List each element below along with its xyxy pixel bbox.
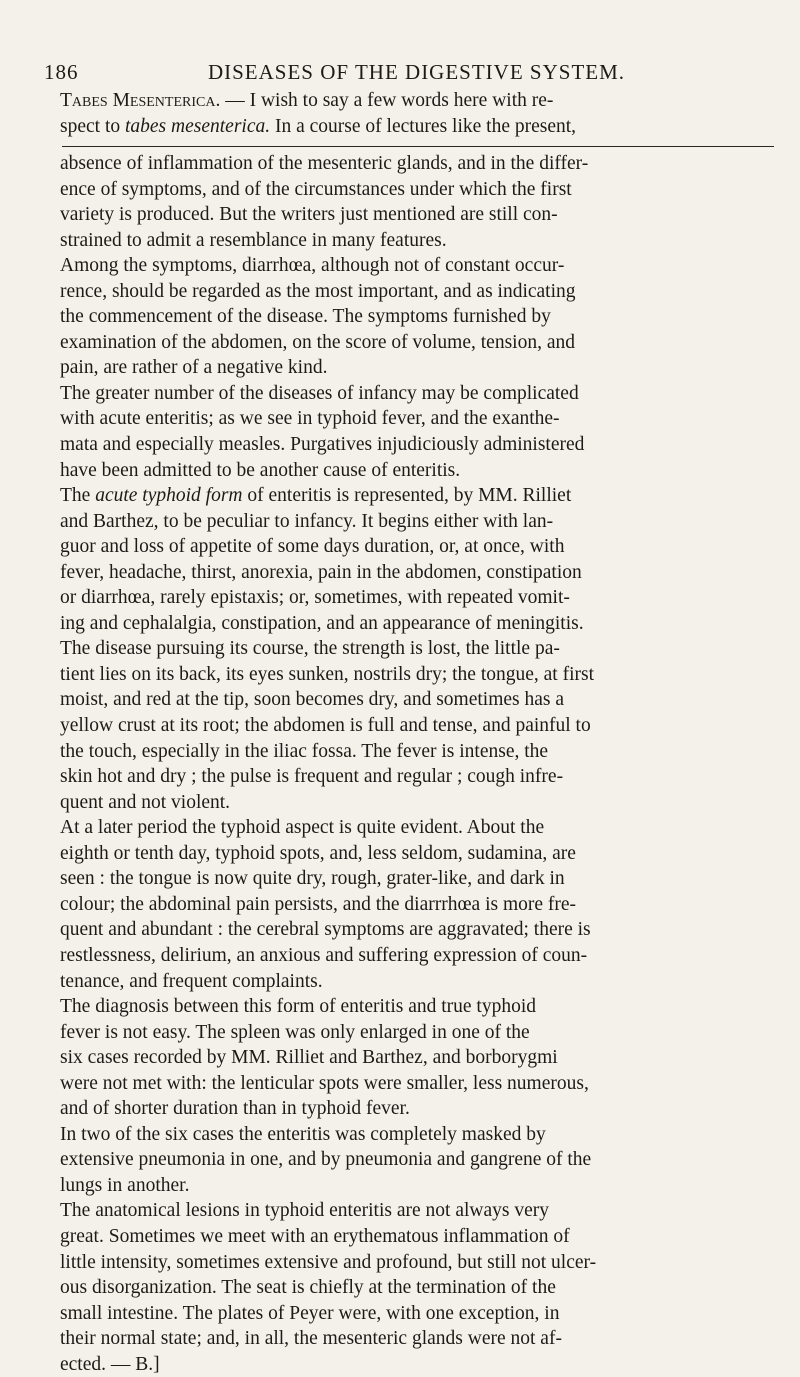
text-line: great. Sometimes we meet with an erythematous inflammation of <box>60 1225 570 1247</box>
text-line: six cases recorded by MM. Rilliet and Barthez, and borborygmi <box>60 1047 558 1069</box>
text-line: guor and loss of appetite of some days duration, or, at once, with <box>60 536 565 558</box>
lead-line-2: spect to tabes mesenterica. In a course of lectures like the present, <box>60 115 577 137</box>
text-line: little intensity, sometimes extensive and profound, but still not ulcer- <box>60 1251 597 1273</box>
body-text <box>60 151 775 1377</box>
text-line: examination of the abdomen, on the score of volume, tension, and <box>60 331 575 353</box>
text-line: moist, and red at the tip, soon becomes dry, and sometimes has a <box>60 689 565 711</box>
text-line: In two of the six cases the enteritis was completely masked by <box>60 1123 546 1145</box>
text-line: with acute enteritis; as we see in typhoid fever, and the exanthe- <box>60 408 560 430</box>
text-line: small intestine. The plates of Peyer were, with one exception, in <box>60 1302 560 1324</box>
text-line: or diarrhœa, rarely epistaxis; or, sometimes, with repeated vomit- <box>60 587 570 609</box>
text-line: ing and cephalalgia, constipation, and an appearance of meningitis. <box>60 612 584 634</box>
text-line: were not met with: the lenticular spots were smaller, less numerous, <box>60 1072 589 1094</box>
text-line: and of shorter duration than in typhoid fever. <box>60 1098 410 1120</box>
text-line: The disease pursuing its course, the strength is lost, the little pa- <box>60 638 560 660</box>
text-line: quent and abundant : the cerebral symptoms are aggravated; there is <box>60 919 591 941</box>
lead-paragraph <box>60 88 775 139</box>
text-line: lungs in another. <box>60 1174 190 1196</box>
italic-term: acute typhoid form <box>95 485 243 507</box>
text-line: colour; the abdominal pain persists, and the diarrrhœa is more fre- <box>60 893 577 915</box>
running-title: DISEASES OF THE DIGESTIVE SYSTEM. <box>207 60 626 84</box>
text-line: variety is produced. But the writers just mentioned are still con- <box>60 204 558 226</box>
text-line: have been admitted to be another cause of enteritis. <box>60 459 461 481</box>
text-line: restlessness, delirium, an anxious and suffering expression of coun- <box>60 944 588 966</box>
page-number: 186 <box>44 60 79 84</box>
text-line: At a later period the typhoid aspect is quite evident. About the <box>60 817 545 839</box>
text-line: quent and not violent. <box>60 791 231 813</box>
lead-line-1-text: — I wish to say a few words here with re- <box>220 90 554 111</box>
text-line: The diagnosis between this form of enteritis and true typhoid <box>60 996 537 1018</box>
section-divider <box>62 146 774 147</box>
italic-term: tabes mesenterica. <box>124 115 271 137</box>
text-line: mata and especially measles. Purgatives injudiciously administered <box>60 434 585 456</box>
text-line: The acute typhoid form of enteritis is represented, by MM. Rilliet <box>60 485 572 507</box>
text-line: and Barthez, to be peculiar to infancy. It begins either with lan- <box>60 510 554 532</box>
text-line: eighth or tenth day, typhoid spots, and, less seldom, sudamina, are <box>60 842 576 864</box>
text-line: fever, headache, thirst, anorexia, pain in the abdomen, constipation <box>60 561 582 583</box>
text-line: tient lies on its back, its eyes sunken, nostrils dry; the tongue, at first <box>60 663 595 685</box>
text-line: extensive pneumonia in one, and by pneumonia and gangrene of the <box>60 1149 592 1171</box>
text-line: tenance, and frequent complaints. <box>60 970 323 992</box>
lead-line-1 <box>60 88 775 114</box>
text-line: skin hot and dry ; the pulse is frequent and regular ; cough infre- <box>60 766 564 788</box>
text-line: rence, should be regarded as the most important, and as indicating <box>60 280 576 302</box>
text-line: yellow crust at its root; the abdomen is full and tense, and painful to <box>60 715 591 737</box>
text-line: The greater number of the diseases of infancy may be complicated <box>60 382 579 404</box>
text-line: the touch, especially in the iliac fossa. The fever is intense, the <box>60 740 549 762</box>
text-line: seen : the tongue is now quite dry, rough, grater-like, and dark in <box>60 868 565 890</box>
section-heading: Tabes Mesenterica. <box>60 90 221 111</box>
text-line: strained to admit a resemblance in many features. <box>60 229 447 251</box>
text-line: their normal state; and, in all, the mesenteric glands were not af- <box>60 1328 562 1350</box>
text-line: the commencement of the disease. The symptoms furnished by <box>60 306 551 328</box>
text-line: pain, are rather of a negative kind. <box>60 357 328 379</box>
text-line: ous disorganization. The seat is chiefly at the termination of the <box>60 1277 556 1299</box>
text-line: ected. — B.] <box>60 1353 160 1375</box>
text-line: fever is not easy. The spleen was only enlarged in one of the <box>60 1021 530 1043</box>
text-line: The anatomical lesions in typhoid enteritis are not always very <box>60 1200 549 1222</box>
text-line: Among the symptoms, diarrhœa, although not of constant occur- <box>60 255 565 277</box>
text-line: absence of inflammation of the mesenteric glands, and in the differ- <box>60 153 589 174</box>
text-line: ence of symptoms, and of the circumstances under which the first <box>60 178 572 200</box>
